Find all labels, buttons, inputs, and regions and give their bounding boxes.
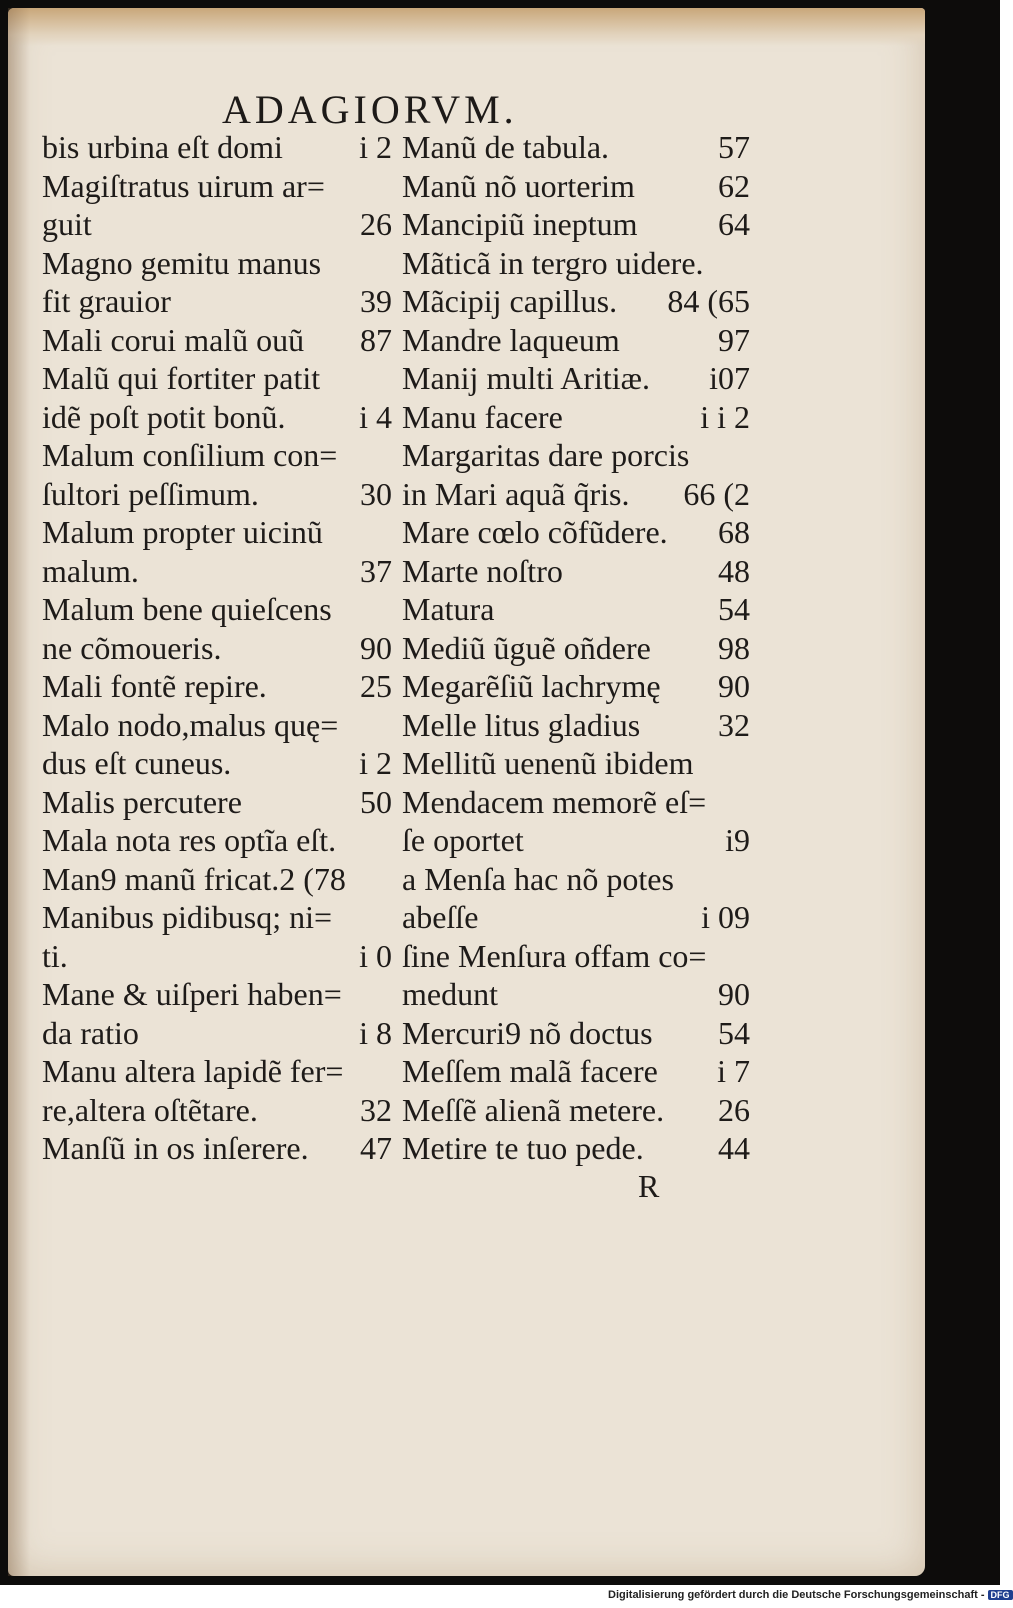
index-entry [42,783,392,822]
index-entry [42,629,392,668]
entry-text: Manij multi Aritiæ. [402,360,651,396]
index-entry [402,205,750,244]
index-entry [402,590,750,629]
index-entry [42,667,392,706]
index-entry [42,475,392,514]
entry-text: abeſſe [402,899,479,935]
entry-text: Mediũ ũguẽ oñdere [402,629,651,666]
index-entry [402,282,750,321]
index-entry [402,436,750,475]
credit-text: Digitalisierung gefördert durch die Deutsche Forschungsgemeinschaft - [608,1589,985,1601]
entry-text: Manu altera lapidẽ fer= [42,1053,344,1089]
entry-text: Manũ de tabula. [402,129,610,165]
entry-text: dus eſt cuneus. [42,745,232,781]
entry-text: Mala nota res optĩa eſt. [42,822,337,858]
index-entry [42,167,392,206]
index-entry [402,552,750,591]
index-entry [42,359,392,398]
entry-page-number: 54 [718,1014,750,1051]
entry-text: Malum conſilium con= [42,437,338,473]
index-entry [402,1129,750,1168]
index-entry [42,128,392,167]
index-entry [42,205,392,244]
entry-text: Malum bene quieſcens [42,591,332,627]
entry-text: Megarẽſiũ lachrymę [402,668,661,704]
index-entry [42,398,392,437]
index-entry [42,244,392,283]
entry-text: Malum propter uicinũ [42,514,323,550]
index-entry [402,1091,750,1130]
entry-text: Malũ qui fortiter patit [42,360,321,396]
index-entry [42,436,392,475]
entry-page-number: i 0 [359,937,392,974]
entry-page-number: 57 [718,129,750,165]
entry-page-number: 90 [360,629,392,666]
running-header: ADAGIORVM. [222,87,518,132]
index-entry [42,513,392,552]
entry-page-number: 48 [718,552,750,589]
index-entry [42,321,392,360]
entry-page-number: 54 [718,591,750,627]
entry-page-number: i 4 [359,398,392,435]
entry-text: ſultori peſſimum. [42,475,259,512]
entry-page-number: i 2 [359,745,392,781]
entry-page-number: 87 [360,321,392,358]
entry-page-number: 47 [360,1130,392,1166]
entry-page-number: i i 2 [700,398,750,435]
entry-text: da ratio [42,1014,139,1051]
entry-page-number: i 2 [359,129,392,165]
index-entry [402,706,750,745]
index-entry [42,282,392,321]
index-entry [42,975,392,1014]
index-entry [42,937,392,976]
entry-page-number: 30 [360,475,392,512]
index-entry [402,167,750,206]
dfg-logo: DFG [988,1590,1013,1600]
entry-text: ſine Menſura offam co= [402,937,707,974]
entry-page-number: 90 [718,976,750,1012]
entry-text: guit [42,206,92,242]
entry-page-number: 98 [718,629,750,666]
entry-text: bis urbina eſt domi [42,129,283,165]
entry-text: in Mari aquã q̃ris. [402,475,630,512]
entry-text: idẽ poſt potit bonũ. [42,398,286,435]
entry-text: medunt [402,976,498,1012]
entry-page-number: 84 (65 [667,283,750,319]
entry-text: ſe oportet [402,822,524,858]
entry-text: Manibus pidibusq; ni= [42,899,333,935]
entry-text: Man9 manũ fricat.2 (78 [42,860,346,897]
entry-page-number: 66 (2 [683,475,750,512]
entry-text: Magno gemitu manus [42,244,322,281]
catchword: R [638,1168,660,1204]
entry-text: Mellitũ uenenũ ibidem [402,745,694,781]
index-entry [402,321,750,360]
index-entry [42,706,392,745]
entry-text: Mãticã in tergro uidere. [402,244,704,281]
entry-page-number: 37 [360,552,392,589]
entry-page-number: 44 [718,1130,750,1166]
index-entry [402,1014,750,1053]
entry-page-number: 97 [718,321,750,358]
entry-text: Mãcipij capillus. [402,283,618,319]
entry-page-number: 25 [360,668,392,704]
index-entry [402,359,750,398]
entry-text: Meſſẽ alienã metere. [402,1091,665,1128]
index-entry [402,744,750,783]
index-entry [402,475,750,514]
left-index-column [42,128,392,1168]
entry-page-number: i 7 [717,1053,750,1089]
index-entry [402,244,750,283]
index-entry [402,1052,750,1091]
entry-text: Matura [402,591,495,627]
entry-text: Mercuri9 nõ doctus [402,1014,653,1051]
entry-page-number: 26 [718,1091,750,1128]
entry-text: Melle litus gladius [402,706,641,743]
index-entry [42,1129,392,1168]
index-entry [402,128,750,167]
index-entry [42,1014,392,1053]
index-entry [402,513,750,552]
entry-text: Mali corui malũ ouũ [42,321,305,358]
entry-page-number: 32 [360,1091,392,1128]
index-entry [402,398,750,437]
index-entry [402,783,750,822]
entry-text: ti. [42,937,68,974]
entry-page-number: 64 [718,206,750,242]
index-entry [42,744,392,783]
entry-text: fit grauior [42,283,171,319]
entry-page-number: 32 [718,706,750,743]
index-entry [42,821,392,860]
entry-text: Mendacem memorẽ eſ= [402,783,707,820]
entry-text: Mancipiũ ineptum [402,206,638,242]
entry-text: Mandre laqueum [402,321,620,358]
gutter-shadow [8,8,30,1576]
entry-text: ne cõmoueris. [42,629,222,666]
index-entry [42,860,392,899]
index-entry [42,590,392,629]
entry-text: Mare cœlo cõfũdere. [402,514,668,550]
entry-page-number: 26 [360,206,392,242]
entry-page-number: i 09 [701,899,750,935]
entry-text: a Menſa hac nõ potes [402,860,674,897]
entry-page-number: 62 [718,167,750,204]
right-index-column [402,128,750,1168]
page-edge-stain [8,8,925,46]
entry-page-number: 68 [718,514,750,550]
entry-text: Marte noſtro [402,552,563,589]
entry-page-number: i 8 [359,1014,392,1051]
entry-text: re,altera oſtẽtare. [42,1091,258,1128]
index-entry [402,629,750,668]
index-entry [402,975,750,1014]
entry-text: Magiſtratus uirum ar= [42,167,325,204]
entry-text: Metire te tuo pede. [402,1130,644,1166]
entry-text: Margaritas dare porcis [402,437,690,473]
entry-page-number: 39 [360,283,392,319]
entry-text: Malis percutere [42,783,242,820]
entry-text: Manſũ in os inſerere. [42,1130,309,1166]
index-entry [402,937,750,976]
index-entry [42,1091,392,1130]
digitization-credit [608,1589,1013,1601]
index-entry [42,1052,392,1091]
entry-text: Manũ nõ uorterim [402,167,635,204]
index-entry [42,898,392,937]
entry-text: Mane & uiſperi haben= [42,976,342,1012]
index-entry [402,898,750,937]
index-entry [42,552,392,591]
entry-page-number: i9 [725,822,750,858]
entry-text: Malo nodo,malus quę= [42,706,339,743]
index-entry [402,821,750,860]
entry-text: malum. [42,552,139,589]
entry-text: Mali fontẽ repire. [42,668,267,704]
index-entry [402,667,750,706]
entry-page-number: 50 [360,783,392,820]
entry-text: Meſſem malã facere [402,1053,658,1089]
index-entry [402,860,750,899]
entry-text: Manu facere [402,398,563,435]
entry-page-number: 90 [718,668,750,704]
entry-page-number: i07 [709,360,750,396]
